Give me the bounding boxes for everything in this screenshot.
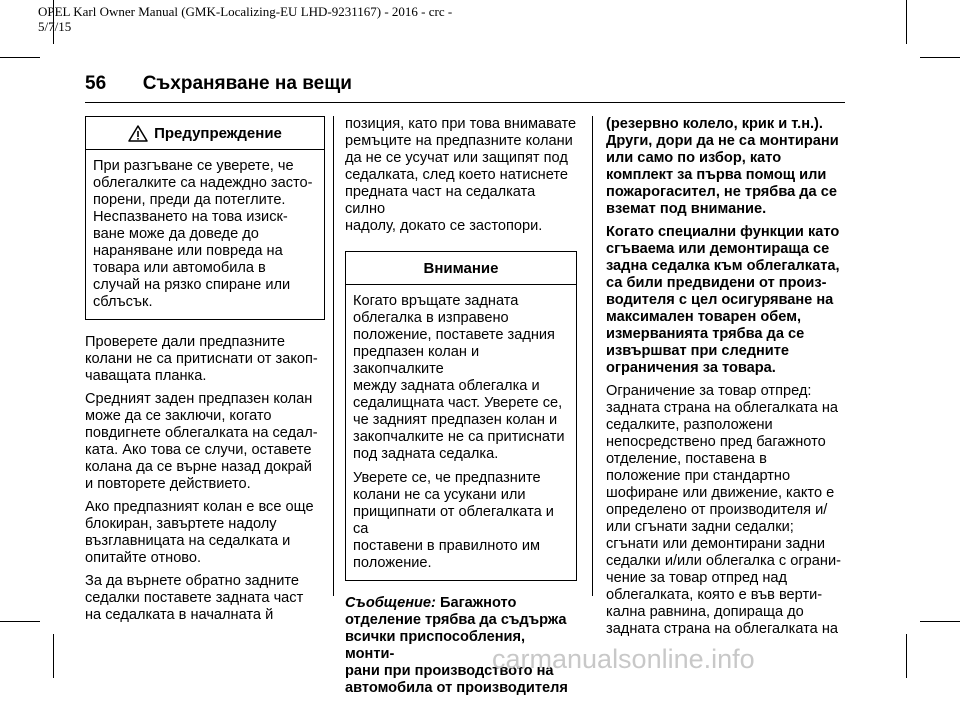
crop-mark bbox=[920, 621, 960, 622]
text-line: рани при производството на bbox=[345, 663, 554, 679]
title-rule bbox=[85, 102, 845, 103]
text-line: шофиране или движение, както е bbox=[606, 485, 835, 501]
text-line: пожарогасител, не трябва да се bbox=[606, 184, 837, 200]
text-line: или само по избор, като bbox=[606, 150, 782, 166]
text-line: Проверете дали предпазните bbox=[85, 334, 285, 350]
text-line: облегалка в изправено bbox=[353, 310, 509, 326]
page-number: 56 bbox=[85, 73, 107, 94]
warning-header bbox=[86, 117, 324, 150]
text-line: извършват при следните bbox=[606, 343, 790, 359]
caution-title: Внимание bbox=[423, 259, 499, 277]
paragraph bbox=[85, 573, 325, 624]
warning-body bbox=[86, 150, 324, 319]
text-line: Когато връщате задната bbox=[353, 293, 519, 309]
text-line: комплект за първа помощ или bbox=[606, 167, 827, 183]
note-label: Съобщение: bbox=[345, 595, 436, 611]
text-line: надолу, докато се застопори. bbox=[345, 218, 543, 234]
text-line: Други, дори да не са монтирани bbox=[606, 133, 839, 149]
crop-mark bbox=[0, 57, 40, 58]
text-line: между задната облегалка и bbox=[353, 378, 540, 394]
text-line: прищипнати от облегалката и са bbox=[353, 504, 554, 537]
text-line: предната част на седалката силно bbox=[345, 184, 536, 217]
column-3 bbox=[606, 116, 846, 644]
text-line: ограничения за товара. bbox=[606, 360, 776, 376]
text-line: седалката, след което натиснете bbox=[345, 167, 568, 183]
text-line: да не се усучат или защипят под bbox=[345, 150, 568, 166]
column-2 bbox=[345, 116, 577, 703]
text-line: сблъсък. bbox=[93, 294, 153, 310]
text-line: ремъците на предпазните колани bbox=[345, 133, 573, 149]
text-line: Когато специални функции като bbox=[606, 224, 840, 240]
column-1 bbox=[85, 116, 325, 630]
text-line: (резервно колело, крик и т.н.). bbox=[606, 116, 823, 132]
text-line: товара или автомобила в bbox=[93, 260, 266, 276]
crop-mark bbox=[906, 634, 907, 678]
text-line: измерванията трябва да се bbox=[606, 326, 805, 342]
text-line: сгънати или демонтирани задни bbox=[606, 536, 826, 552]
text-line: поставени в правилното им bbox=[353, 538, 541, 554]
text-line: че задният предпазен колан и bbox=[353, 412, 558, 428]
paragraph bbox=[85, 334, 325, 385]
text-line: седалки и/или облегалка с ограни- bbox=[606, 553, 841, 569]
header-line-1: OPEL Karl Owner Manual (GMK-Localizing-EU LHD-9231167) - 2016 - crc - bbox=[38, 4, 453, 19]
text-line: предпазен колан и закопчалките bbox=[353, 344, 480, 377]
text-line: закопчалките не са притиснати bbox=[353, 429, 565, 445]
paragraph bbox=[606, 383, 846, 638]
text-line: задната страна на облегалката на bbox=[606, 621, 838, 637]
text-line: повдигнете облегалката на седал- bbox=[85, 425, 318, 441]
warning-title: Предупреждение bbox=[154, 124, 282, 142]
text-line: опитайте отново. bbox=[85, 550, 202, 566]
text-line: колана да се върне назад докрай bbox=[85, 459, 312, 475]
text-line: под задната седалка. bbox=[353, 446, 499, 462]
text-line: отделение трябва да съдържа bbox=[345, 612, 567, 628]
crop-mark bbox=[0, 621, 40, 622]
text-line: позиция, като при това внимавате bbox=[345, 116, 577, 132]
text-line: задната страна на облегалката на bbox=[606, 400, 838, 416]
caution-box bbox=[345, 251, 577, 581]
text-line: възглавницата на седалката и bbox=[85, 533, 291, 549]
column-divider bbox=[592, 116, 593, 596]
text-line: задна седалка към облегалката, bbox=[606, 258, 840, 274]
text-line: са били предвидени от произ- bbox=[606, 275, 827, 291]
text-line: и повторете действието. bbox=[85, 476, 251, 492]
text-line: За да върнете обратно задните bbox=[85, 573, 300, 589]
caution-body bbox=[346, 285, 576, 580]
text-line: определено от производителя и/ bbox=[606, 502, 828, 518]
caution-text bbox=[353, 470, 569, 572]
text-line: При разгъване се уверете, че bbox=[93, 158, 294, 174]
crop-mark bbox=[906, 0, 907, 44]
page-heading bbox=[85, 73, 352, 95]
text-line: може да се заключи, когато bbox=[85, 408, 272, 424]
text-line: вземат под внимание. bbox=[606, 201, 767, 217]
text-line: порени, преди да потеглите. bbox=[93, 192, 286, 208]
text-line: нараняване или повреда на bbox=[93, 243, 283, 259]
text-line: автомобила от производителя bbox=[345, 680, 568, 696]
text-line: колани не са усукани или bbox=[353, 487, 526, 503]
text-line: седалки поставете задната част bbox=[85, 590, 304, 606]
paragraph bbox=[606, 116, 846, 218]
text-line: седалките, разположени bbox=[606, 417, 773, 433]
paragraph bbox=[85, 499, 325, 567]
section-title: Съхраняване на вещи bbox=[142, 73, 352, 94]
text-line: случай на рязко спиране или bbox=[93, 277, 291, 293]
text-line: всички приспособления, монти- bbox=[345, 629, 526, 662]
text-line: непосредствено пред багажното bbox=[606, 434, 826, 450]
paragraph bbox=[85, 391, 325, 493]
column-divider bbox=[333, 116, 334, 596]
crop-mark bbox=[920, 57, 960, 58]
text-line: блокиран, завъртете надолу bbox=[85, 516, 277, 532]
text-line: облегалката, която е във верти- bbox=[606, 587, 823, 603]
text-line: облегалките са надеждно засто- bbox=[93, 175, 313, 191]
text-line: ката. Ако това се случи, оставете bbox=[85, 442, 312, 458]
text-line: кална равнина, допираща до bbox=[606, 604, 804, 620]
text-line: колани не са притиснати от закоп- bbox=[85, 351, 318, 367]
print-header bbox=[38, 4, 518, 34]
text-line: сгъваема или демонтираща се bbox=[606, 241, 830, 257]
text-line: Ограничение за товар отпред: bbox=[606, 383, 812, 399]
crop-mark bbox=[53, 634, 54, 678]
text-line: Средният заден предпазен колан bbox=[85, 391, 313, 407]
paragraph bbox=[345, 116, 577, 235]
text-line: положение, поставете задния bbox=[353, 327, 555, 343]
text-line: ване може да доведе до bbox=[93, 226, 259, 242]
warning-triangle-icon bbox=[128, 125, 148, 142]
text-line: водителя с цел осигуряване на bbox=[606, 292, 834, 308]
watermark: carmanualsonline.info bbox=[492, 644, 755, 674]
warning-box bbox=[85, 116, 325, 320]
text-line: на седалката в началната й bbox=[85, 607, 274, 623]
text-line: Уверете се, че предпазните bbox=[353, 470, 541, 486]
header-line-2: 5/7/15 bbox=[38, 19, 72, 34]
text-line: положение. bbox=[353, 555, 432, 571]
text-line: седалищната част. Уверете се, bbox=[353, 395, 563, 411]
caution-header bbox=[346, 252, 576, 285]
warning-text bbox=[93, 158, 317, 311]
text-line: положение при стандартно bbox=[606, 468, 791, 484]
text-line: Багажното bbox=[439, 595, 517, 611]
text-line: отделение, поставена в bbox=[606, 451, 767, 467]
text-line: чение за товар отпред над bbox=[606, 570, 788, 586]
caution-text bbox=[353, 293, 569, 463]
paragraph bbox=[606, 224, 846, 377]
text-line: Неспазването на това изиск- bbox=[93, 209, 288, 225]
text-line: или сгънати задни седалки; bbox=[606, 519, 794, 535]
text-line: чаващата планка. bbox=[85, 368, 207, 384]
text-line: Ако предпазният колан е все още bbox=[85, 499, 314, 515]
text-line: максимален товарен обем, bbox=[606, 309, 802, 325]
